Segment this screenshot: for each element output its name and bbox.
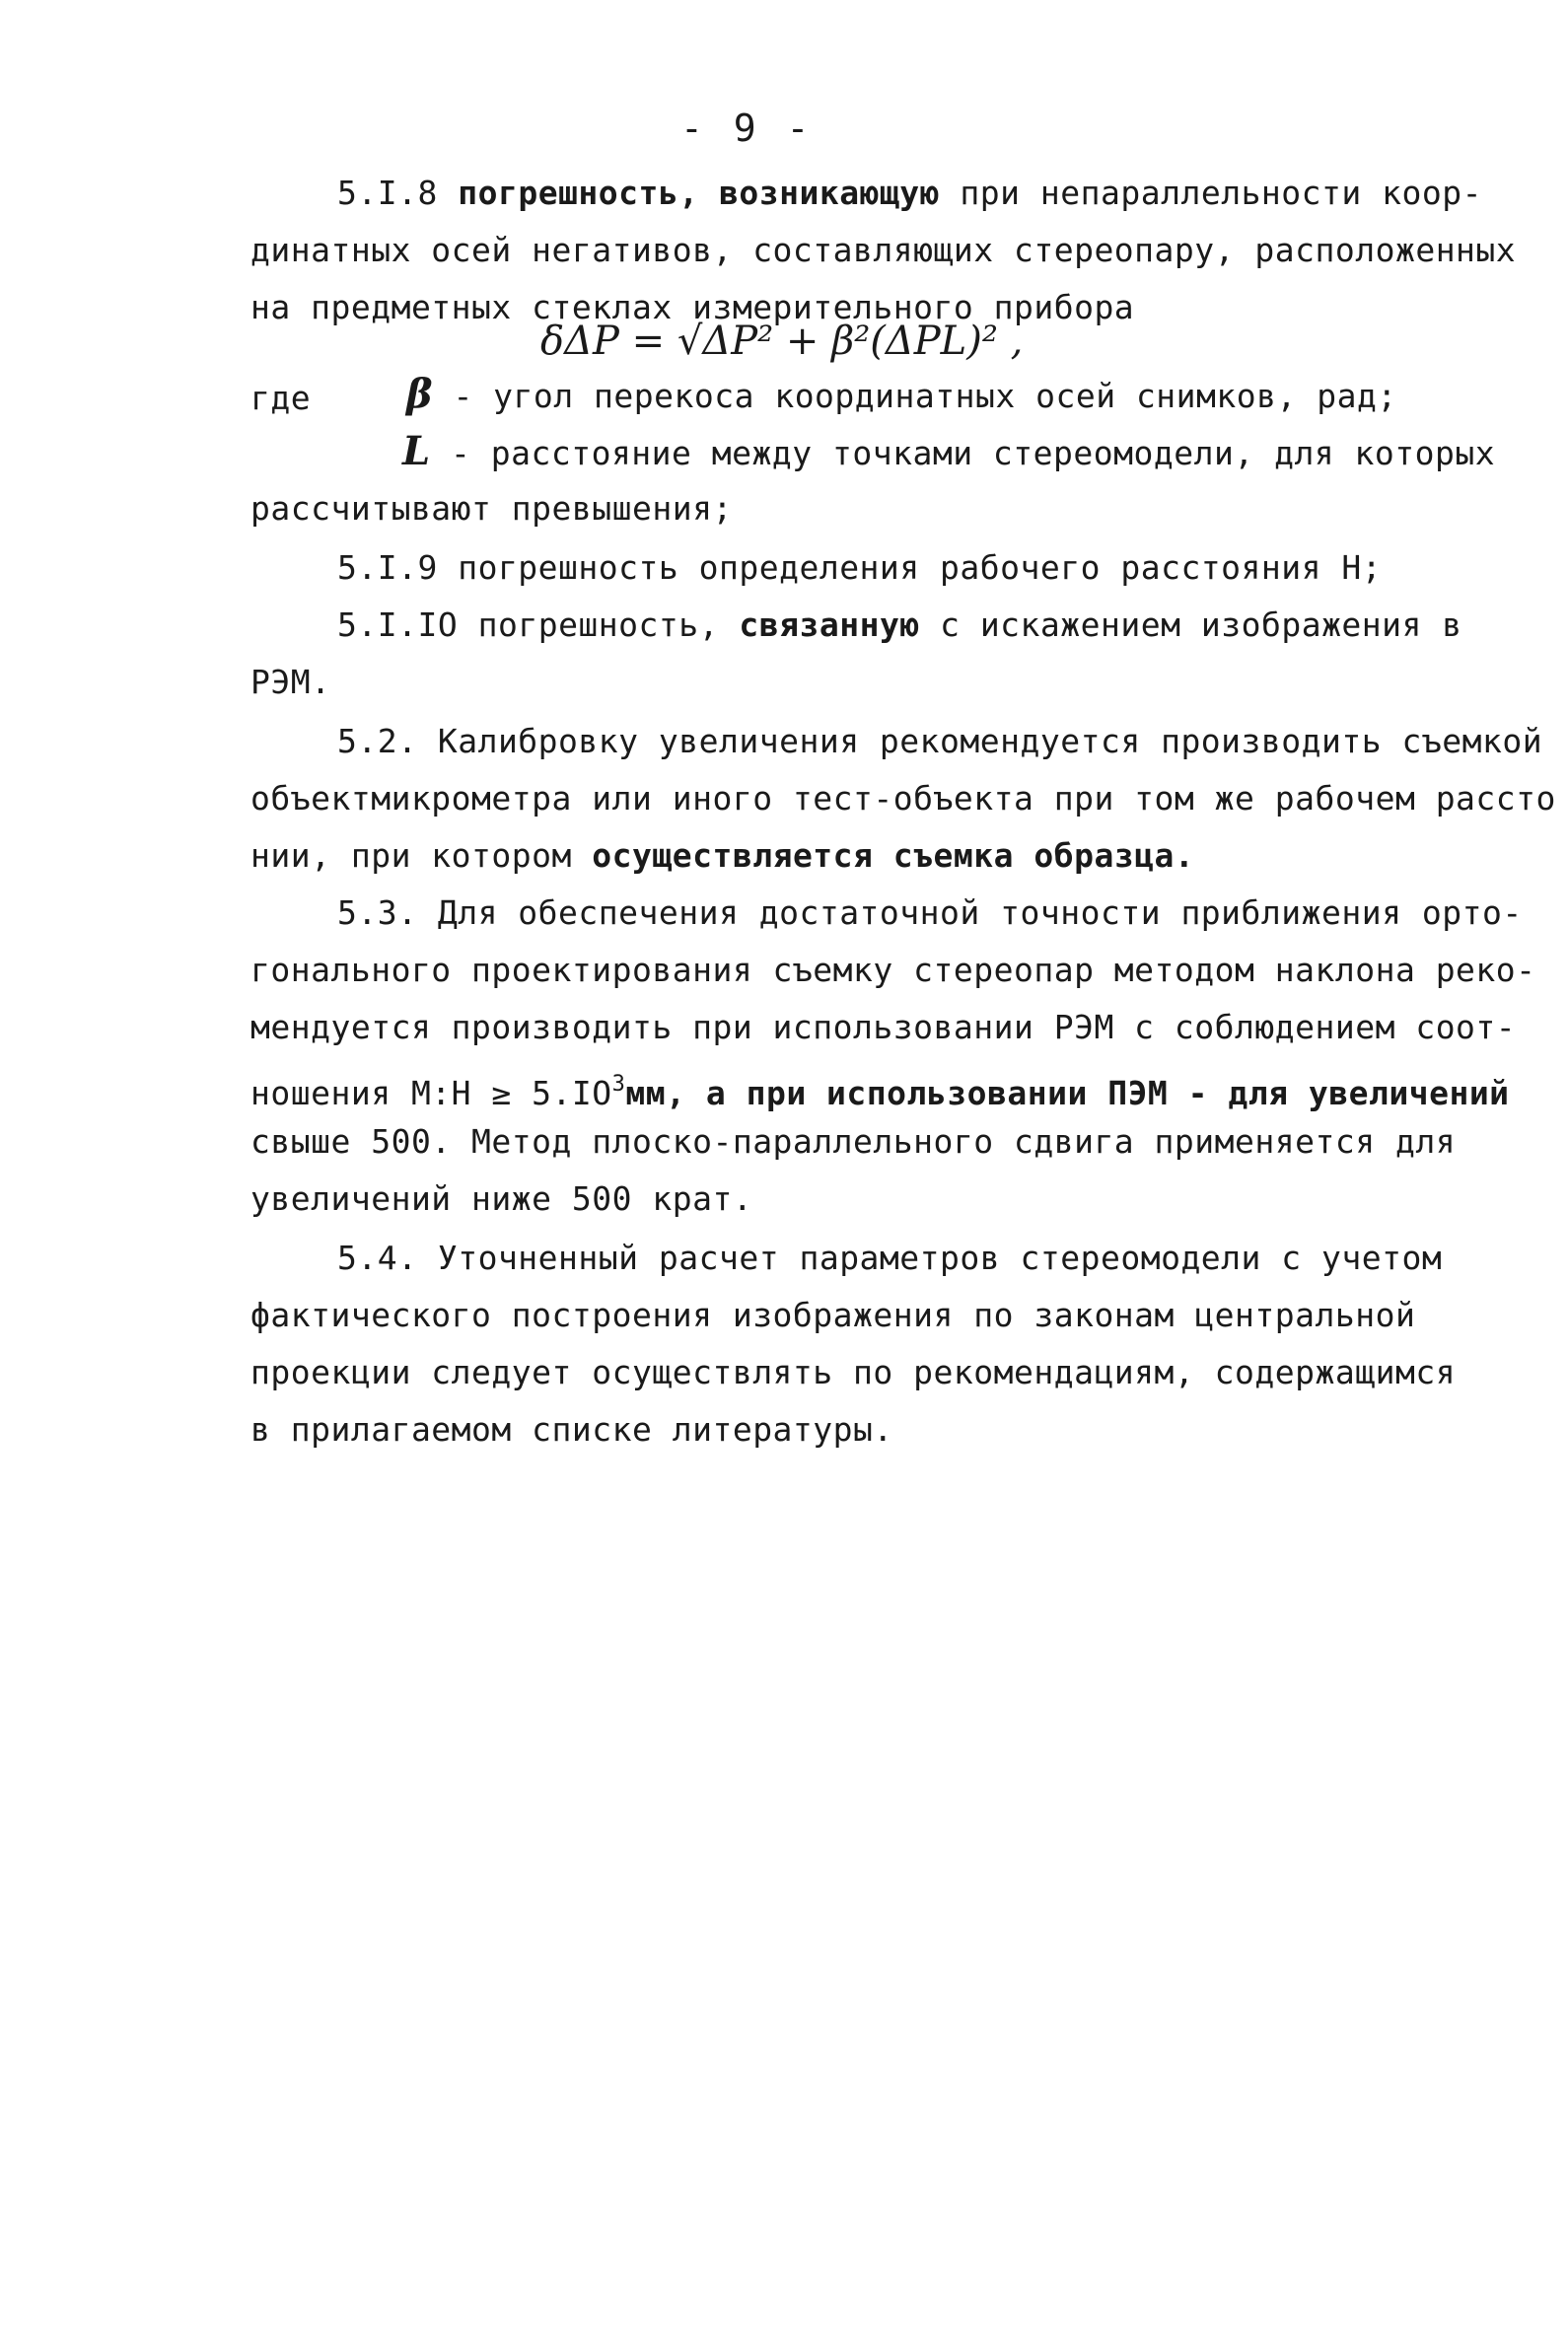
item-5-1-8-line-3: на предметных стеклах измерительного прибора xyxy=(250,288,1135,326)
text: при непараллельности коор- xyxy=(960,174,1482,212)
item-5-3-line-6: увеличений ниже 500 крат. xyxy=(250,1179,753,1218)
item-5-3-line-3: мендуется производить при использовании РЭМ с соблюдением соот- xyxy=(250,1008,1517,1046)
text: ношения M:H ≥ 5.IO xyxy=(250,1074,612,1112)
item-5-2-line-2: объектмикрометра или иного тест-объекта при том же рабочем рассто xyxy=(250,779,1556,818)
l-symbol: L xyxy=(402,428,431,474)
item-5-1-8-line-1 xyxy=(337,174,1482,213)
item-5-4-line-3: проекции следует осуществлять по рекомендациям, содержащимся xyxy=(250,1353,1457,1391)
exponent: 3 xyxy=(611,1072,626,1097)
page-number: - 9 - xyxy=(680,107,814,150)
l-text: - расстояние между точками стереомодели, для которых xyxy=(451,434,1496,472)
item-5-1-8-line-2: динатных осей негативов, составляющих стереопару, расположенных xyxy=(250,231,1517,269)
item-5-2-line-3 xyxy=(250,836,1194,876)
bold-term: мм, а при использовании ПЭМ - для увеличений xyxy=(625,1074,1510,1112)
item-5-3-line-4 xyxy=(250,1065,1510,1113)
item-5-3-line-5: свыше 500. Метод плоско-параллельного сдвига применяется для xyxy=(250,1122,1457,1161)
text: нии, при котором xyxy=(250,836,572,875)
l-definition xyxy=(402,428,1496,474)
item-5-4-line-1: 5.4. Уточненный расчет параметров стереомодели с учетом xyxy=(337,1239,1443,1277)
item-number: 5.I.IO xyxy=(337,605,459,644)
bold-term: осуществляется съемка образца. xyxy=(592,836,1195,875)
beta-text: - угол перекоса координатных осей снимков, рад; xyxy=(453,377,1397,415)
bold-term: погрешность, возникающую xyxy=(458,174,941,212)
beta-definition xyxy=(406,371,1397,417)
text: с искажением изображения в xyxy=(940,605,1462,644)
item-5-1-9: 5.I.9 погрешность определения рабочего расстояния H; xyxy=(337,548,1383,587)
item-5-1-10-line-1 xyxy=(337,605,1462,645)
l-definition-line-2: рассчитывают превышения; xyxy=(250,489,733,528)
formula: δΔP = √ΔP² + β²(ΔPL)² , xyxy=(540,319,1024,364)
beta-symbol: β xyxy=(406,371,434,417)
item-5-4-line-2: фактического построения изображения по законам центральной xyxy=(250,1296,1416,1334)
item-5-4-line-4: в прилагаемом списке литературы. xyxy=(250,1410,893,1449)
bold-term: связанную xyxy=(739,605,920,644)
item-5-3-line-1: 5.3. Для обеспечения достаточной точности приближения орто- xyxy=(337,893,1523,932)
item-5-1-10-line-2: РЭМ. xyxy=(250,663,331,701)
item-number: 5.I.8 xyxy=(337,174,438,212)
item-5-3-line-2: гонального проектирования съемку стереопар методом наклона реко- xyxy=(250,951,1536,989)
text: погрешность, xyxy=(477,605,720,644)
where-label: где xyxy=(250,379,312,417)
item-5-2-line-1: 5.2. Калибровку увеличения рекомендуется производить съемкой xyxy=(337,722,1543,760)
